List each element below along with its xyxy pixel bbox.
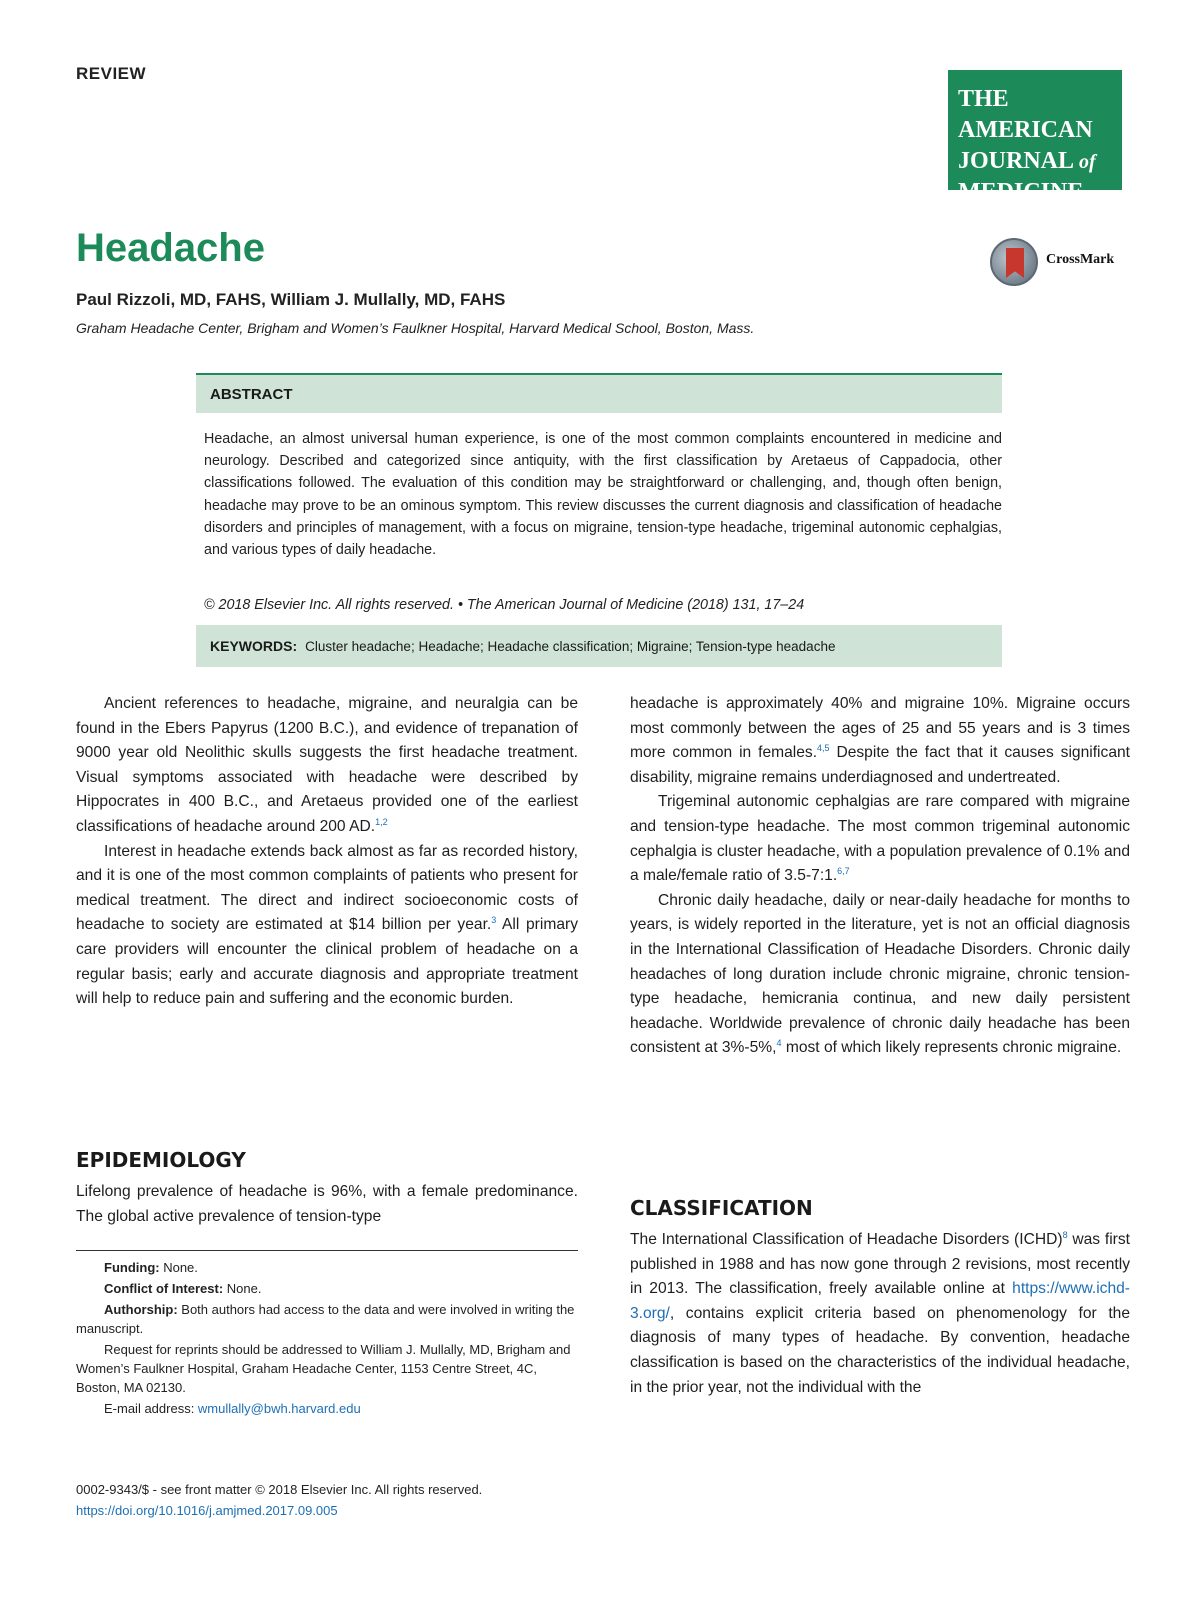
crossmark-badge[interactable] <box>990 238 1118 288</box>
crossmark-icon <box>990 238 1038 286</box>
abstract-copyright: © 2018 Elsevier Inc. All rights reserved. • The American Journal of Medicine (2018) 131, 17–24 <box>204 597 805 613</box>
front-matter-note: 0002-9343/$ - see front matter © 2018 Elsevier Inc. All rights reserved. <box>76 1482 483 1497</box>
journal-logo: THE AMERICAN JOURNAL of MEDICINE® <box>948 70 1122 190</box>
footnote-authorship: Authorship: Both authors had access to the data and were involved in writing the manuscript. <box>76 1302 575 1336</box>
keywords-list: Cluster headache; Headache; Headache classification; Migraine; Tension-type headache <box>305 639 836 654</box>
paragraph: Interest in headache extends back almost as far as recorded history, and it is one of the most common complaints of patients who present for medical treatment. The direct and indirect socioeconomic costs of headache to society are estimated at $14 billion per year.$^3$ All primary care providers will encounter the clinical problem of headache on a regular basis; early and accurate diagnosis and appropriate treatment will help to reduce pain and suffering and the economic burden. <box>76 842 578 1008</box>
citation-link[interactable]: 4,5 <box>817 743 830 753</box>
paragraph: Trigeminal autonomic cephalgias are rare compared with migraine and tension-type headache. The most common trigeminal autonomic cephalgia is cluster headache, with a population prevalence of 0.1% and a male/female ratio of 3.5-7:1.$^{6,7}$ <box>630 793 1130 885</box>
paragraph: Ancient references to headache, migraine, and neuralgia can be found in the Ebers Papyrus (1200 B.C.), and evidence of trepanation of 9000 year old Neolithic skulls suggests the first headache treatment. Visual symptoms associated with headache were described by Hippocrates in 400 B.C., and Aretaeus provided one of the earliest classifications of headache around 200 AD.$^{1,2}$ <box>76 695 578 835</box>
abstract-heading: ABSTRACT <box>196 373 1002 413</box>
citation-link[interactable]: 6,7 <box>837 865 850 876</box>
article-title: Headache <box>76 226 265 270</box>
citation-link[interactable]: 3 <box>491 915 497 926</box>
citation-link[interactable]: 8 <box>1062 1229 1068 1240</box>
citation-link[interactable]: 4 <box>776 1038 782 1049</box>
classification-text: The International Classification of Headache Disorders (ICHD)$^8$ was first published in 1988 and has now gone through 2 revisions, most recently in 2013. The classification, freely available online at https://www.ichd-3.org/, contains explicit criteria based on phenomenology for the diagnosis of many types of headache. By convention, headache classification is based on the characteristics of the individual headache, in the prior year, not the individual with the <box>630 1229 1130 1396</box>
keywords-box <box>196 625 1002 667</box>
footnote-email: E-mail address: wmullally@bwh.harvard.edu <box>104 1401 361 1416</box>
footnotes <box>76 1258 578 1420</box>
ichd-link[interactable]: https://www.ichd-3.org/ <box>630 1280 1130 1322</box>
affiliation: Graham Headache Center, Brigham and Women’s Faulkner Hospital, Harvard Medical School, Boston, Mass. <box>76 320 755 336</box>
body-right-column <box>630 692 1130 1061</box>
epidemiology-text: Lifelong prevalence of headache is 96%, with a female predominance. The global active prevalence of tension-type <box>76 1183 578 1225</box>
heading-epidemiology: EPIDEMIOLOGY <box>76 1148 246 1172</box>
footnote-funding: Funding: None. <box>104 1260 198 1275</box>
footnote-reprints: Request for reprints should be addressed to William J. Mullally, MD, Brigham and Women’s Faulkner Hospital, Graham Headache Center, 1153 Centre Street, 4C, Boston, MA 02130. <box>76 1342 571 1395</box>
keywords-label: KEYWORDS: <box>210 638 298 654</box>
body-left-column <box>76 692 578 1012</box>
heading-classification: CLASSIFICATION <box>630 1196 813 1220</box>
paragraph: headache is approximately 40% and migraine 10%. Migraine occurs most commonly between the ages of 25 and 55 years and is 3 times more common in females.$^{4,5}$ Despite the fact that it causes significant disability, migraine remains underdiagnosed and undertreated. <box>630 695 1130 786</box>
paragraph: Chronic daily headache, daily or near-daily headache for months to years, is widely reported in the literature, yet is not an official diagnosis in the International Classification of Headache Disorders. Chronic daily headaches of long duration include chronic migraine, chronic tension-type headache, hemicrania continua, and new daily persistent headache. Worldwide prevalence of chronic daily headache has been consistent at 3%-5%,$^4$ most of which likely represents chronic migraine. <box>630 891 1130 1057</box>
crossmark-label: CrossMark <box>1046 252 1115 267</box>
abstract-text: Headache, an almost universal human experience, is one of the most common complaints encountered in medicine and neurology. Described and categorized since antiquity, with the first classification by Aretaeus of Cappadocia, other classifications followed. The evaluation of this condition may be straightforward or challenging, and, though often benign, headache may prove to be an ominous symptom. This review discusses the current diagnosis and classification of headache disorders and principles of management, with a focus on migraine, tension-type headache, trigeminal autonomic cephalgias, and various types of daily headache. <box>204 431 1002 559</box>
section-label: REVIEW <box>76 64 147 83</box>
email-link[interactable]: wmullally@bwh.harvard.edu <box>197 1401 361 1416</box>
doi-link[interactable]: https://doi.org/10.1016/j.amjmed.2017.09.005 <box>76 1503 338 1518</box>
citation-link[interactable]: 1,2 <box>375 816 388 827</box>
footnote-divider <box>76 1250 578 1251</box>
authors: Paul Rizzoli, MD, FAHS, William J. Mullally, MD, FAHS <box>76 290 506 309</box>
footnote-conflict: Conflict of Interest: None. <box>104 1281 262 1296</box>
